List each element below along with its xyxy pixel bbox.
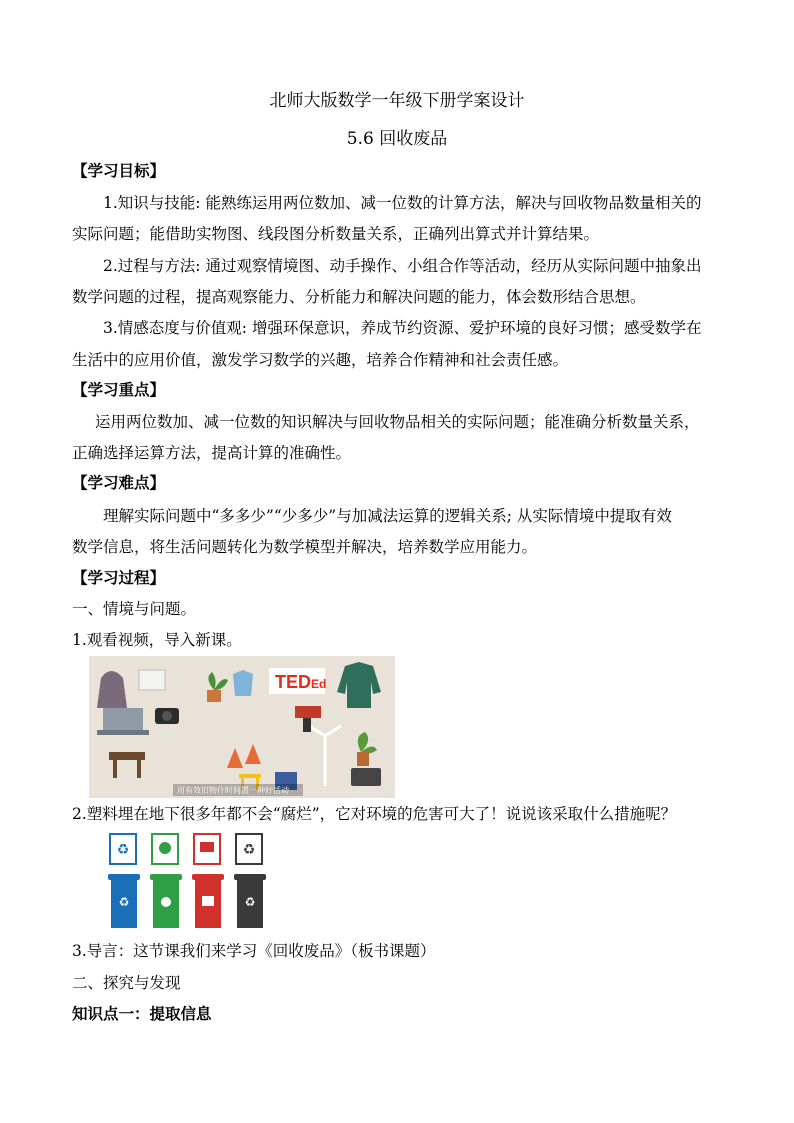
svg-text:♻: ♻ xyxy=(244,895,256,909)
svg-text:♻: ♻ xyxy=(116,842,130,858)
document-title: 北师大版数学一年级下册学案设计 xyxy=(269,91,525,111)
key-line-2: 正确选择运算方法，提高计算的准确性。 xyxy=(72,444,352,462)
goal-3-line-2: 生活中的应用价值，激发学习数学的兴趣，培养合作精神和社会责任感。 xyxy=(72,351,569,369)
bin-blue xyxy=(108,874,140,928)
process-heading: 【学习过程】 xyxy=(72,568,166,587)
goal-1-line-2: 实际问题；能借助实物图、线段图分析数量关系，正确列出算式并计算结果。 xyxy=(72,225,600,243)
knowledge-point-1: 知识点一：提取信息 xyxy=(72,1004,212,1023)
bin-red xyxy=(192,874,224,928)
goal-2-line-2: 数学问题的过程，提高观察能力、分析能力和解决问题的能力，体会数形结合思想。 xyxy=(72,288,646,306)
goals-heading: 【学习目标】 xyxy=(72,161,166,180)
key-line-1: 运用两位数加、减一位数的知识解决与回收物品相关的实际问题；能准确分析数量关系， xyxy=(95,413,700,431)
ted-logo-sub: Ed xyxy=(311,677,327,691)
kitchen-sign-green xyxy=(152,834,178,864)
goal-2-line-1: 2.过程与方法: 通过观察情境图、动手操作、小组合作等活动，经历从实际问题中抽象出 xyxy=(103,257,702,275)
key-heading: 【学习重点】 xyxy=(72,380,166,399)
svg-text:♻: ♻ xyxy=(118,895,130,909)
bin-gray xyxy=(234,874,266,928)
item-1: 1.观看视频，导入新课。 xyxy=(72,631,242,649)
recycling-bins-illustration xyxy=(108,832,278,932)
item-2: 2.塑料埋在地下很多年都不会“腐烂”，它对环境的危害可大了！说说该采取什么措施呢？ xyxy=(72,805,677,823)
item-3: 3.导言：这节课我们来学习《回收废品》（板书课题） xyxy=(72,942,436,960)
recycling-items-illustration xyxy=(89,656,395,798)
other-sign-gray xyxy=(236,834,262,864)
illustration-caption: 用有效旧物什时间置一种好活动 xyxy=(177,786,289,795)
goal-3-line-1: 3.情感态度与价值观: 增强环保意识，养成节约资源、爱护环境的良好习惯；感受数学在 xyxy=(103,319,702,337)
ted-logo-text: TED xyxy=(275,672,311,692)
difficulty-line-1: 理解实际问题中“多多少”“少多少”与加减法运算的逻辑关系; 从实际情境中提取有效 xyxy=(103,507,672,525)
recycle-sign-blue xyxy=(110,834,136,864)
section-1-heading: 一、情境与问题。 xyxy=(72,600,197,618)
section-2-heading: 二、探究与发现 xyxy=(72,974,181,992)
svg-text:♻: ♻ xyxy=(242,842,256,858)
difficulty-heading: 【学习难点】 xyxy=(72,473,166,492)
goal-1-line-1: 1.知识与技能: 能熟练运用两位数加、减一位数的计算方法，解决与回收物品数量相关的 xyxy=(103,194,702,212)
lesson-title: 5.6 回收废品 xyxy=(346,129,448,149)
hazard-sign-red xyxy=(194,834,220,864)
difficulty-line-2: 数学信息，将生活问题转化为数学模型并解决，培养数学应用能力。 xyxy=(72,538,538,556)
bin-green xyxy=(150,874,182,928)
